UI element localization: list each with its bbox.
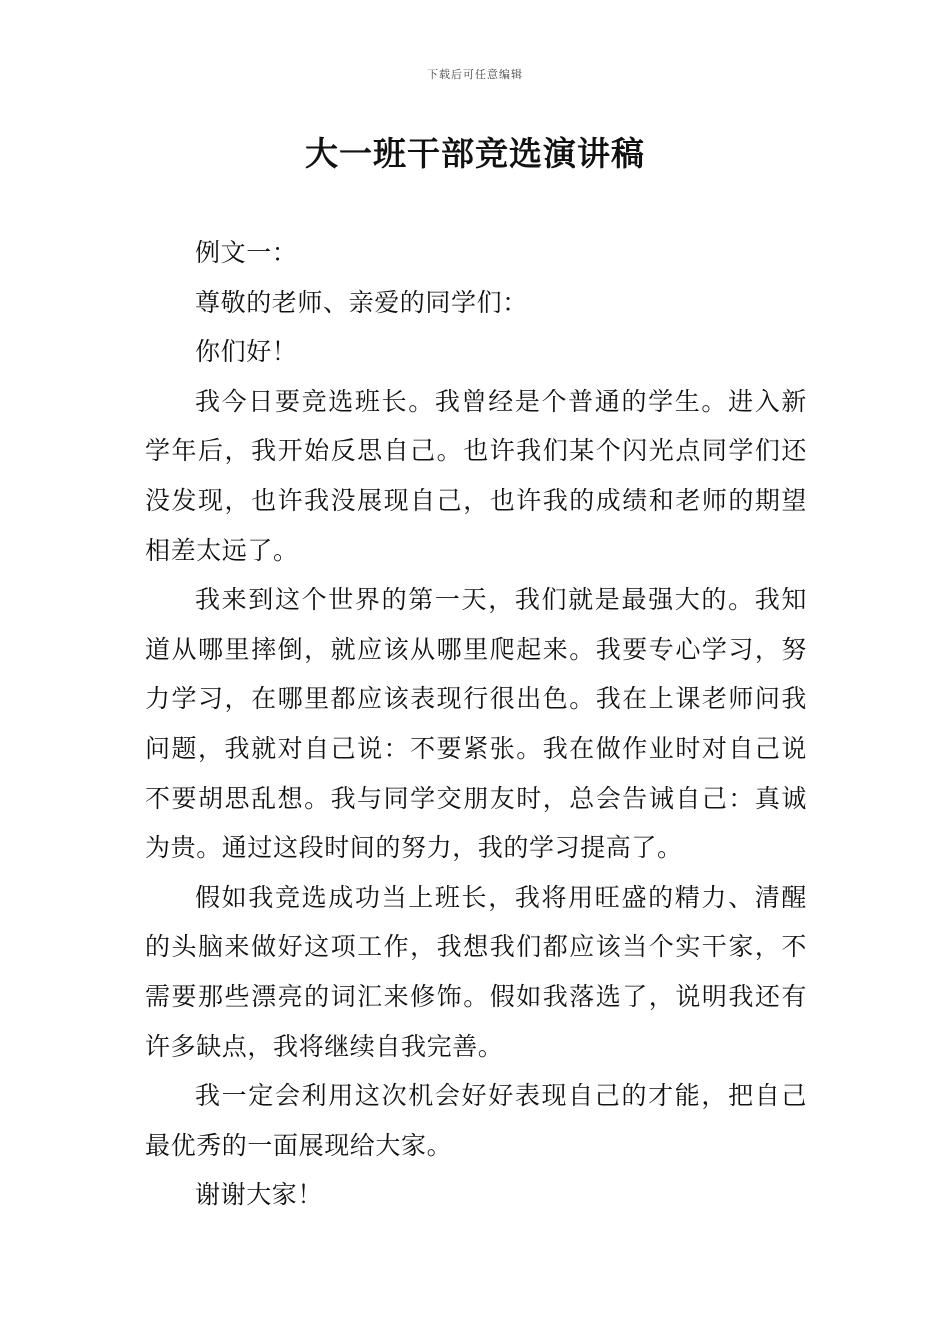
paragraph-thanks: 谢谢大家！ [195,1180,324,1210]
document-body [145,228,807,1220]
paragraph-label: 例文一： [195,238,298,267]
paragraph-closing: 我一定会利用这次机会好好表现自己的才能，把自己最优秀的一面展现给大家。 [145,1081,807,1160]
paragraph-intro: 我今日要竞选班长。我曾经是个普通的学生。进入新学年后，我开始反思自己。也许我们某个闪光点同学们还没发现，也许我没展现自己，也许我的成绩和老师的期望相差太远了。 [145,386,807,565]
header-note: 下载后可任意编辑 [427,68,523,81]
paragraph-salutation: 尊敬的老师、亲爱的同学们： [195,287,528,317]
paragraph-greeting: 你们好！ [195,337,298,367]
paragraph-promise: 假如我竞选成功当上班长，我将用旺盛的精力、清醒的头脑来做好这项工作，我想我们都应该当个实干家，不需要那些漂亮的词汇来修饰。假如我落选了，说明我还有许多缺点，我将继续自我完善。 [145,882,807,1061]
paragraph-effort: 我来到这个世界的第一天，我们就是最强大的。我知道从哪里摔倒，就应该从哪里爬起来。我要专心学习，努力学习，在哪里都应该表现行很出色。我在上课老师问我问题，我就对自己说：不要紧张。我在做作业时对自己说不要胡思乱想。我与同学交朋友时，总会告诫自己：真诚为贵。通过这段时间的努力，我的学习提高了。 [145,585,807,863]
document-title: 大一班干部竞选演讲稿 [305,134,645,173]
